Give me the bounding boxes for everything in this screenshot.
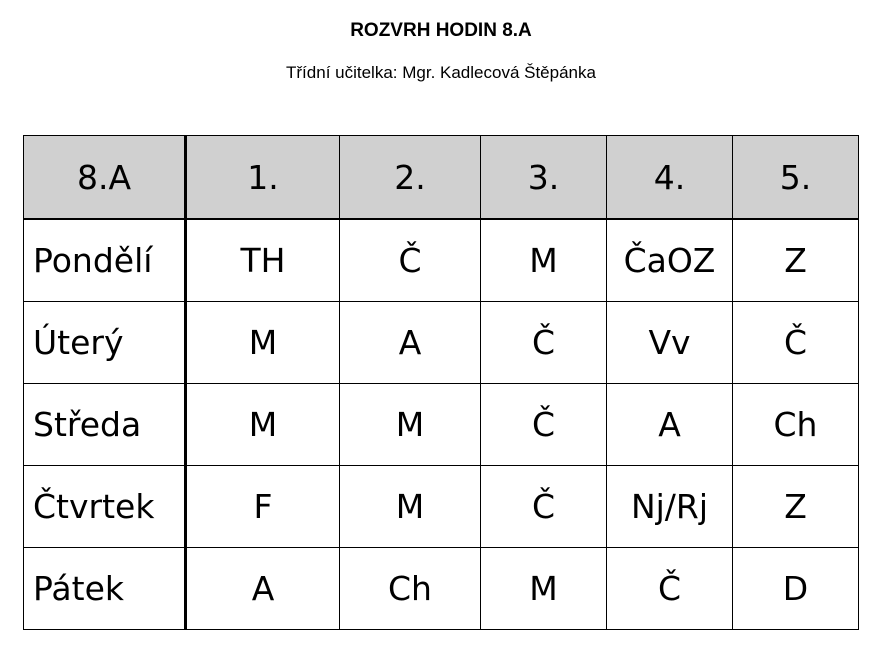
lesson-cell: Č <box>607 548 733 630</box>
lesson-cell: M <box>481 219 607 302</box>
lesson-cell: M <box>186 302 340 384</box>
day-label: Pátek <box>24 548 186 630</box>
day-label: Čtvrtek <box>24 466 186 548</box>
timetable-header-row <box>24 136 859 220</box>
table-row-tuesday <box>24 302 859 384</box>
lesson-cell: M <box>340 384 481 466</box>
period-header: 1. <box>186 136 340 220</box>
timetable <box>23 135 859 630</box>
class-teacher-line: Třídní učitelka: Mgr. Kadlecová Štěpánka <box>286 63 596 82</box>
lesson-cell: Z <box>733 219 859 302</box>
lesson-cell: A <box>186 548 340 630</box>
page-title: ROZVRH HODIN 8.A <box>350 20 532 41</box>
lesson-cell: M <box>340 466 481 548</box>
lesson-cell: M <box>481 548 607 630</box>
period-header: 2. <box>340 136 481 220</box>
lesson-cell: D <box>733 548 859 630</box>
period-header: 3. <box>481 136 607 220</box>
lesson-cell: Č <box>481 302 607 384</box>
lesson-cell: Č <box>481 466 607 548</box>
lesson-cell: Ch <box>340 548 481 630</box>
lesson-cell: Č <box>340 219 481 302</box>
lesson-cell: ČaOZ <box>607 219 733 302</box>
day-label: Pondělí <box>24 219 186 302</box>
day-label: Středa <box>24 384 186 466</box>
lesson-cell: A <box>340 302 481 384</box>
lesson-cell: Z <box>733 466 859 548</box>
day-label: Úterý <box>24 302 186 384</box>
table-row-friday <box>24 548 859 630</box>
lesson-cell: Vv <box>607 302 733 384</box>
table-row-thursday <box>24 466 859 548</box>
lesson-cell: Č <box>733 302 859 384</box>
lesson-cell: Ch <box>733 384 859 466</box>
lesson-cell: Č <box>481 384 607 466</box>
class-label-cell: 8.A <box>24 136 186 220</box>
lesson-cell: M <box>186 384 340 466</box>
lesson-cell: A <box>607 384 733 466</box>
table-row-wednesday <box>24 384 859 466</box>
lesson-cell: TH <box>186 219 340 302</box>
period-header: 5. <box>733 136 859 220</box>
table-row-monday <box>24 219 859 302</box>
lesson-cell: Nj/Rj <box>607 466 733 548</box>
period-header: 4. <box>607 136 733 220</box>
lesson-cell: F <box>186 466 340 548</box>
